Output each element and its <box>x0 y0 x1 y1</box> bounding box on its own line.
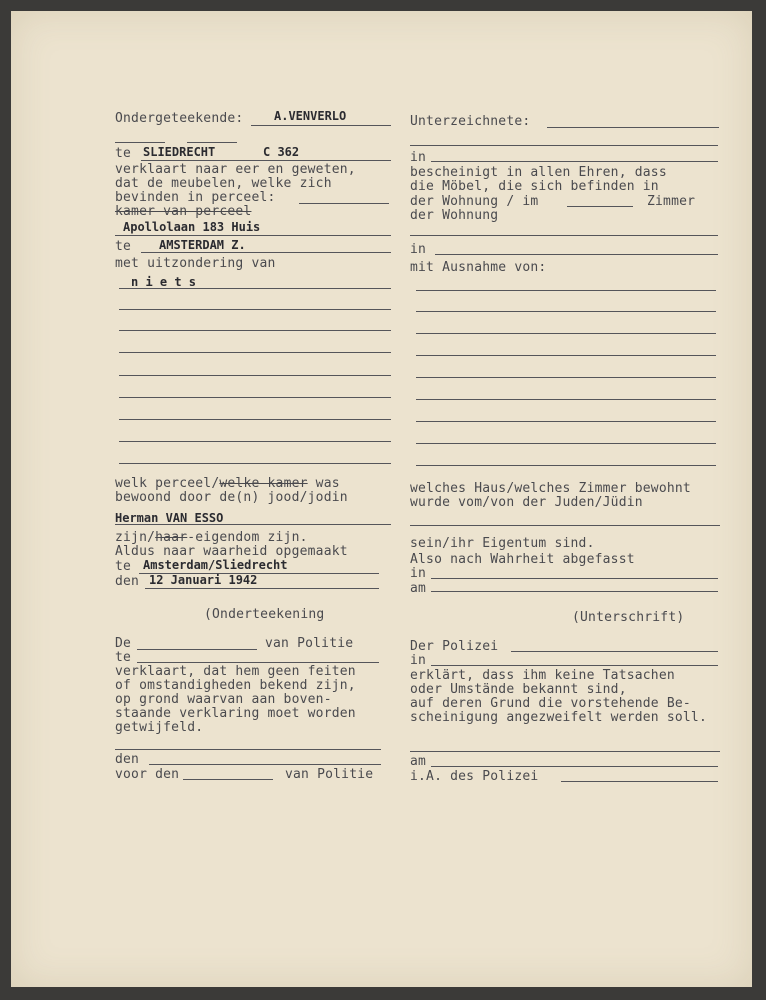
bescheinigt-line-1: bescheinigt in allen Ehren, dass <box>410 165 667 180</box>
perceel-line <box>299 203 389 204</box>
bescheinigt-line-2: die Möbel, die sich befinden in <box>410 179 659 194</box>
in3-line <box>431 578 718 579</box>
van-politie-text: van Politie <box>265 636 354 651</box>
signature-line-right <box>410 751 720 752</box>
exception-line <box>416 355 716 356</box>
erklaert-line-1: erklärt, dass ihm keine Tatsachen <box>410 668 675 683</box>
ondergeteekende-value: A.VENVERLO <box>274 109 347 123</box>
te-label: te <box>115 146 132 161</box>
aldus-text: Aldus naar waarheid opgemaakt <box>115 544 348 559</box>
ia-line <box>561 781 718 782</box>
zimmer-line <box>567 206 633 207</box>
exception-line <box>119 441 391 442</box>
uitzondering-text: met uitzondering van <box>115 256 276 271</box>
blank-line <box>187 142 237 143</box>
blank-line <box>410 145 718 146</box>
abgefasst-text: Also nach Wahrheit abgefasst <box>410 552 635 567</box>
te2-line <box>141 252 391 253</box>
niets-value: n i e t s <box>131 275 197 289</box>
blank-line <box>410 235 718 236</box>
in-line <box>431 161 718 162</box>
am-line <box>431 591 718 592</box>
exception-line <box>119 330 391 331</box>
te-value-code: C 362 <box>263 145 300 159</box>
te2-label: te <box>115 239 132 254</box>
erklaert-line-3: auf deren Grund die vorstehende Be- <box>410 696 691 711</box>
ondergeteekende-label: Ondergeteekende: <box>115 111 244 126</box>
bescheinigt-line-3b: Zimmer <box>647 194 696 209</box>
ausnahme-text: mit Ausnahme von: <box>410 260 547 275</box>
exception-line <box>416 399 716 400</box>
erklaert-line-4: scheinigung angezweifelt werden soll. <box>410 710 707 725</box>
haus-text-1: welches Haus/welches Zimmer bewohnt <box>410 481 691 496</box>
in2-line <box>435 254 718 255</box>
te-line <box>141 160 391 161</box>
verklaart-line-2: dat de meubelen, welke zich <box>115 176 332 191</box>
polizei-line <box>511 651 718 652</box>
ia-polizei-label: i.A. des Polizei <box>410 769 539 784</box>
eigentum-text: sein/ihr Eigentum sind. <box>410 536 595 551</box>
te3-value: Amsterdam/Sliedrecht <box>143 558 288 572</box>
exception-line <box>416 311 716 312</box>
politie-paragraph-2: of omstandigheden bekend zijn, <box>115 678 356 693</box>
exception-line <box>416 421 716 422</box>
te4-line <box>137 662 379 663</box>
exception-line <box>119 463 391 464</box>
exception-line <box>416 443 716 444</box>
polizei-label: Der Polizei <box>410 639 499 654</box>
bewoond-text: bewoond door de(n) jood/jodin <box>115 490 348 505</box>
unterzeichnete-line <box>547 127 719 128</box>
exception-line <box>119 419 391 420</box>
in4-line <box>431 665 718 666</box>
signature-line <box>115 749 381 750</box>
unterschrift-text: (Unterschrift) <box>572 610 685 625</box>
exception-line <box>119 375 391 376</box>
exception-line <box>119 352 391 353</box>
voor-den-label: voor den <box>115 767 180 782</box>
exception-line <box>119 288 391 289</box>
eigendom-text: zijn/haar-eigendom zijn. <box>115 530 308 545</box>
bescheinigt-line-4: der Wohnung <box>410 208 499 223</box>
date-value: 12 Januari 1942 <box>149 573 258 587</box>
verklaart-line-3: bevinden in perceel: <box>115 190 276 205</box>
ondergeteekende-line <box>251 125 391 126</box>
den-line <box>145 588 379 589</box>
exception-line <box>119 397 391 398</box>
am-label: am <box>410 581 427 596</box>
politie-paragraph-3: op grond waarvan aan boven- <box>115 692 332 707</box>
politie-paragraph-5: getwijfeld. <box>115 720 204 735</box>
bescheinigt-line-3a: der Wohnung / im <box>410 194 539 209</box>
te3-label: te <box>115 559 132 574</box>
de-line <box>137 649 257 650</box>
van-politie-text-2: van Politie <box>285 767 374 782</box>
te4-label: te <box>115 650 132 665</box>
haus-text-2: wurde vom/von der Juden/Jüdin <box>410 495 643 510</box>
unterzeichnete-label: Unterzeichnete: <box>410 114 531 129</box>
exception-line <box>119 309 391 310</box>
person-line <box>115 524 391 525</box>
exception-line <box>416 290 716 291</box>
te-value: SLIEDRECHT <box>143 145 216 159</box>
address-value: Apollolaan 183 Huis <box>123 220 261 234</box>
person-value: Herman VAN ESSO <box>115 511 224 525</box>
blank-line <box>115 142 165 143</box>
exception-line <box>416 377 716 378</box>
perceel-bewoond-text: welk perceel/welke kamer was <box>115 476 340 491</box>
erklaert-line-2: oder Umstände bekannt sind, <box>410 682 627 697</box>
document-sheet <box>11 11 752 987</box>
in2-label: in <box>410 242 427 257</box>
voor-den-line <box>183 779 273 780</box>
de-label: De <box>115 636 132 651</box>
address-line <box>115 235 391 236</box>
den2-label: den <box>115 752 140 767</box>
exception-line <box>416 333 716 334</box>
in3-label: in <box>410 566 427 581</box>
am2-line <box>431 766 718 767</box>
in4-label: in <box>410 653 427 668</box>
den-label: den <box>115 574 140 589</box>
den2-line <box>149 764 381 765</box>
politie-paragraph-4: staande verklaring moet worden <box>115 706 356 721</box>
in-label: in <box>410 150 427 165</box>
politie-paragraph-1: verklaart, dat hem geen feiten <box>115 664 356 679</box>
kamer-struck-text: kamer van perceel <box>115 204 252 219</box>
verklaart-line-1: verklaart naar eer en geweten, <box>115 162 356 177</box>
am2-label: am <box>410 754 427 769</box>
te2-value: AMSTERDAM Z. <box>159 238 246 252</box>
onderteekening-text: (Onderteekening <box>204 607 325 622</box>
person-line-right <box>410 525 720 526</box>
exception-line <box>416 465 716 466</box>
